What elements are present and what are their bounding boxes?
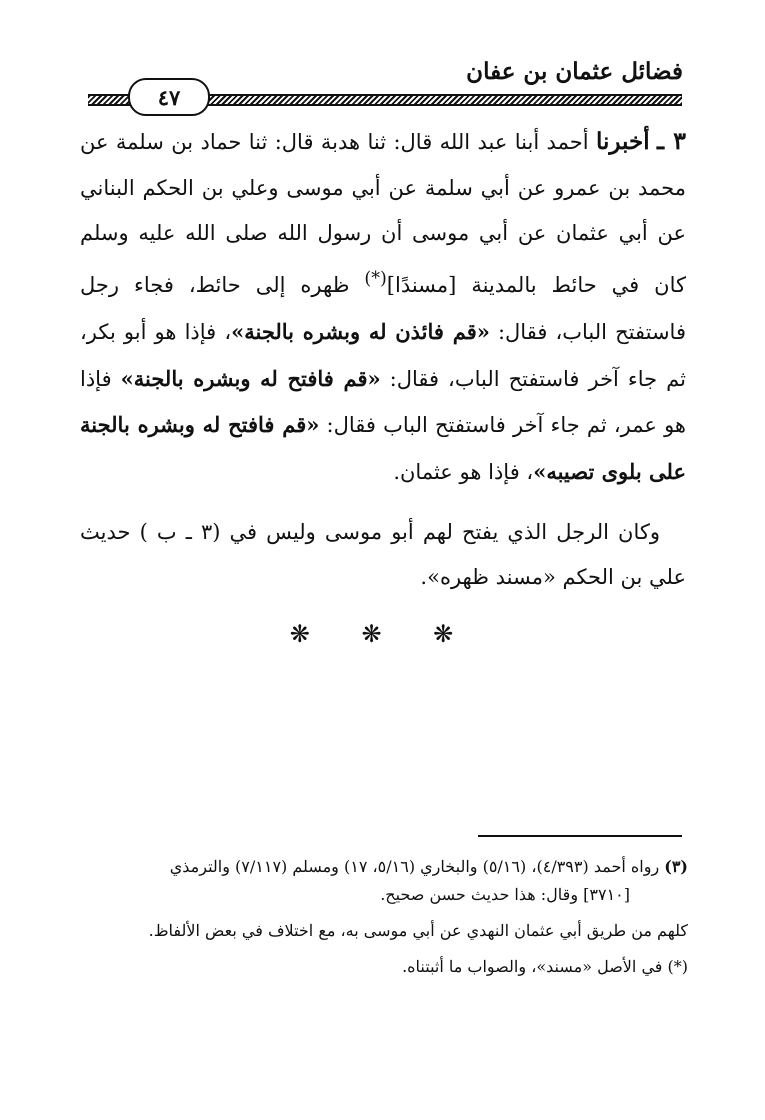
note-paragraph: وكان الرجل الذي يفتح لهم أبو موسى وليس في (٣ ـ ب ) حديث علي بن الحكم «مسند ظهره». <box>80 519 686 590</box>
editorial-mark: (*) <box>364 269 387 290</box>
footnote-text: رواه أحمد (٤/٣٩٣)، (٥/١٦) والبخاري (٥/١٦، ١٧) ومسلم (٧/١١٧) والترمذي <box>169 857 665 876</box>
hadith-paragraph <box>80 118 686 496</box>
text-segment: فإذا هو عمر، ثم جاء آخر فاستفتح الباب فقال: <box>80 366 686 438</box>
page-number-badge: ٤٧ <box>128 78 210 116</box>
main-text <box>80 118 686 622</box>
section-separator: ❋ ❋ ❋ <box>289 620 476 648</box>
lead-word: أخبرنا <box>595 128 650 155</box>
footnote-2: كلهم من طريق أبي عثمان النهدي عن أبي موسى به، مع اختلاف في بعض الألفاظ. <box>148 921 688 940</box>
footnote-rule <box>478 835 682 837</box>
footnote-1 <box>80 853 688 881</box>
text-segment: أحمد أبنا عبد الله قال: ثنا هدبة قال: ثنا حماد بن سلمة عن محمد بن عمرو عن أبي سلمة عن أبي موسى وعلي بن الحكم البناني عن أبي عثمان عن أبي موسى أن رسول الله صلى الله عليه وسلم كان في حائط بالمدينة [مسندًا] <box>80 130 686 298</box>
footnote-marker: (٣) <box>664 857 688 876</box>
hadith-number: ٣ ـ <box>657 126 686 155</box>
quoted-hadith-text: «قم فافتح له وبشره بالجنة على بلوى تصيبه» <box>80 412 686 484</box>
text-segment: ظهره إلى حائط، فجاء رجل فاستفتح الباب، فقال: <box>80 273 686 344</box>
footnote-3: (*) في الأصل «مسند»، والصواب ما أثبتناه. <box>402 957 688 976</box>
quoted-hadith-text: «قم فائذن له وبشره بالجنة» <box>231 318 490 344</box>
footnotes <box>80 853 688 981</box>
text-segment: ، فإذا هو عثمان. <box>393 459 534 484</box>
quoted-hadith-text: «قم فافتح له وبشره بالجنة» <box>120 365 381 391</box>
text-segment: ، فإذا هو أبو بكر، ثم جاء آخر فاستفتح الباب، فقال: <box>80 319 686 391</box>
running-header-title: فضائل عثمان بن عفان <box>466 58 683 85</box>
footnote-1-continued: [٣٧١٠] وقال: هذا حديث حسن صحيح. <box>380 885 630 904</box>
